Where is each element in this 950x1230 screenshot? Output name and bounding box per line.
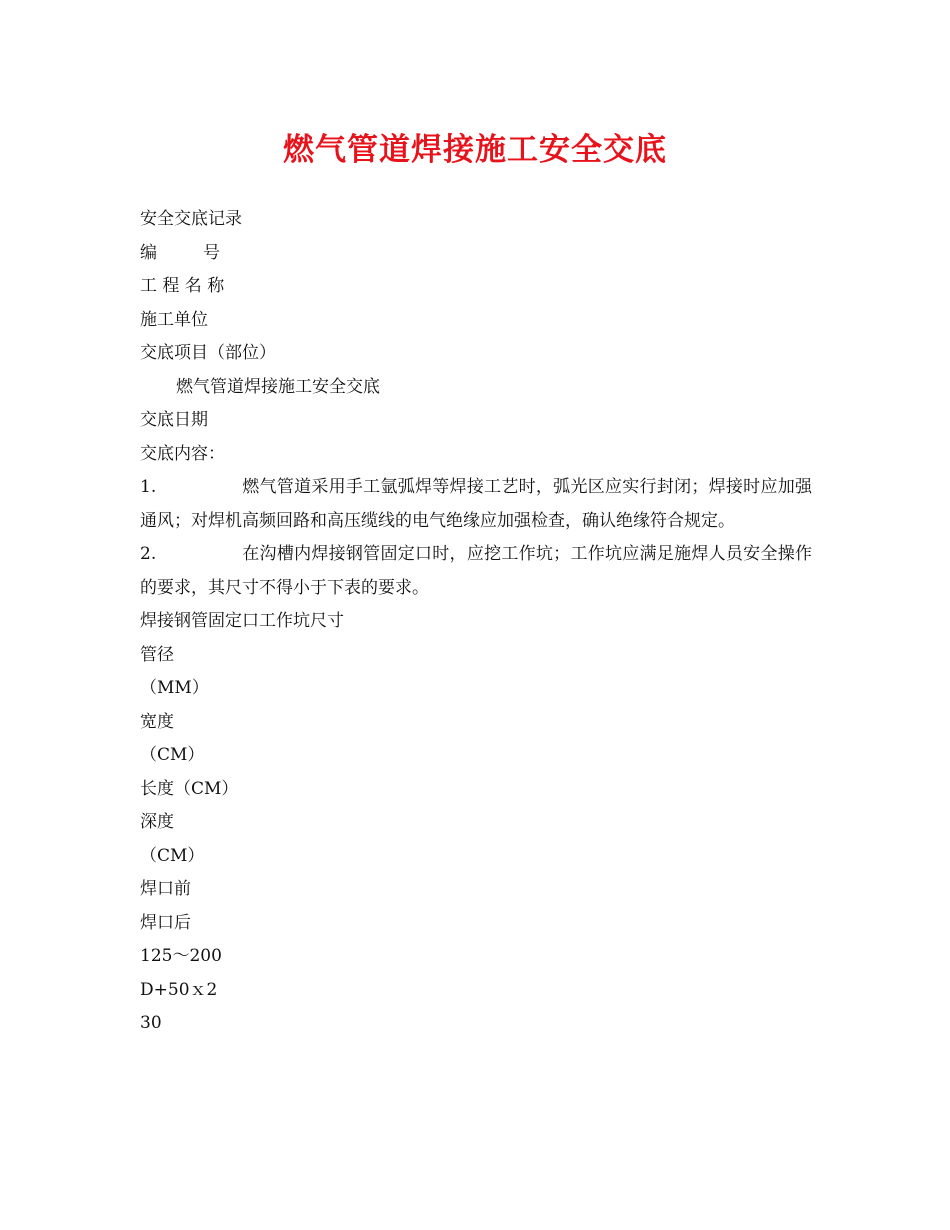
content-item-1: [140, 471, 812, 538]
document-title: 燃气管道焊接施工安全交底: [283, 132, 667, 168]
table-line: 焊口前: [140, 879, 191, 899]
item-label: 交底项目（部位）: [140, 343, 276, 363]
table-line: （CM）: [140, 745, 205, 765]
number-label-part-2: 号: [203, 242, 220, 263]
construction-unit-label: 施工单位: [140, 309, 208, 330]
table-line: （CM）: [140, 845, 205, 866]
table-line: 管径: [140, 644, 174, 665]
content-item-number: 2.: [140, 544, 157, 564]
number-label: [140, 237, 812, 271]
content-item-text: 在沟槽内焊接钢管固定口时，应挖工作坑；工作坑应满足施焊人员安全操作的要求，其尺寸不得小于下表的要求。: [140, 544, 812, 598]
table-title: 焊接钢管固定口工作坑尺寸: [140, 611, 344, 631]
table-line: 宽度: [140, 711, 174, 732]
document-body: [140, 203, 812, 1041]
table-line: D+50ｘ2: [140, 979, 218, 1000]
content-item-2: [140, 538, 812, 605]
table-line: 125～200: [140, 946, 222, 966]
date-label: 交底日期: [140, 410, 208, 430]
content-item-text: 燃气管道采用手工氩弧焊等焊接工艺时，弧光区应实行封闭；焊接时应加强通风；对焊机高频回路和高压缆线的电气绝缘应加强检查，确认绝缘符合规定。: [140, 477, 812, 531]
content-label: 交底内容：: [140, 443, 225, 464]
number-label-part-1: 编: [140, 242, 157, 263]
content-item-number: 1.: [140, 477, 157, 497]
item-value: 燃气管道焊接施工安全交底: [176, 376, 380, 397]
table-line: 长度（CM）: [140, 778, 239, 799]
table-line: 30: [140, 1013, 162, 1033]
table-line: （MM）: [140, 678, 209, 698]
table-line: 焊口后: [140, 912, 191, 933]
record-label: 安全交底记录: [140, 209, 242, 229]
table-line: 深度: [140, 812, 174, 832]
project-name-label: 工 程 名 称: [140, 276, 225, 296]
